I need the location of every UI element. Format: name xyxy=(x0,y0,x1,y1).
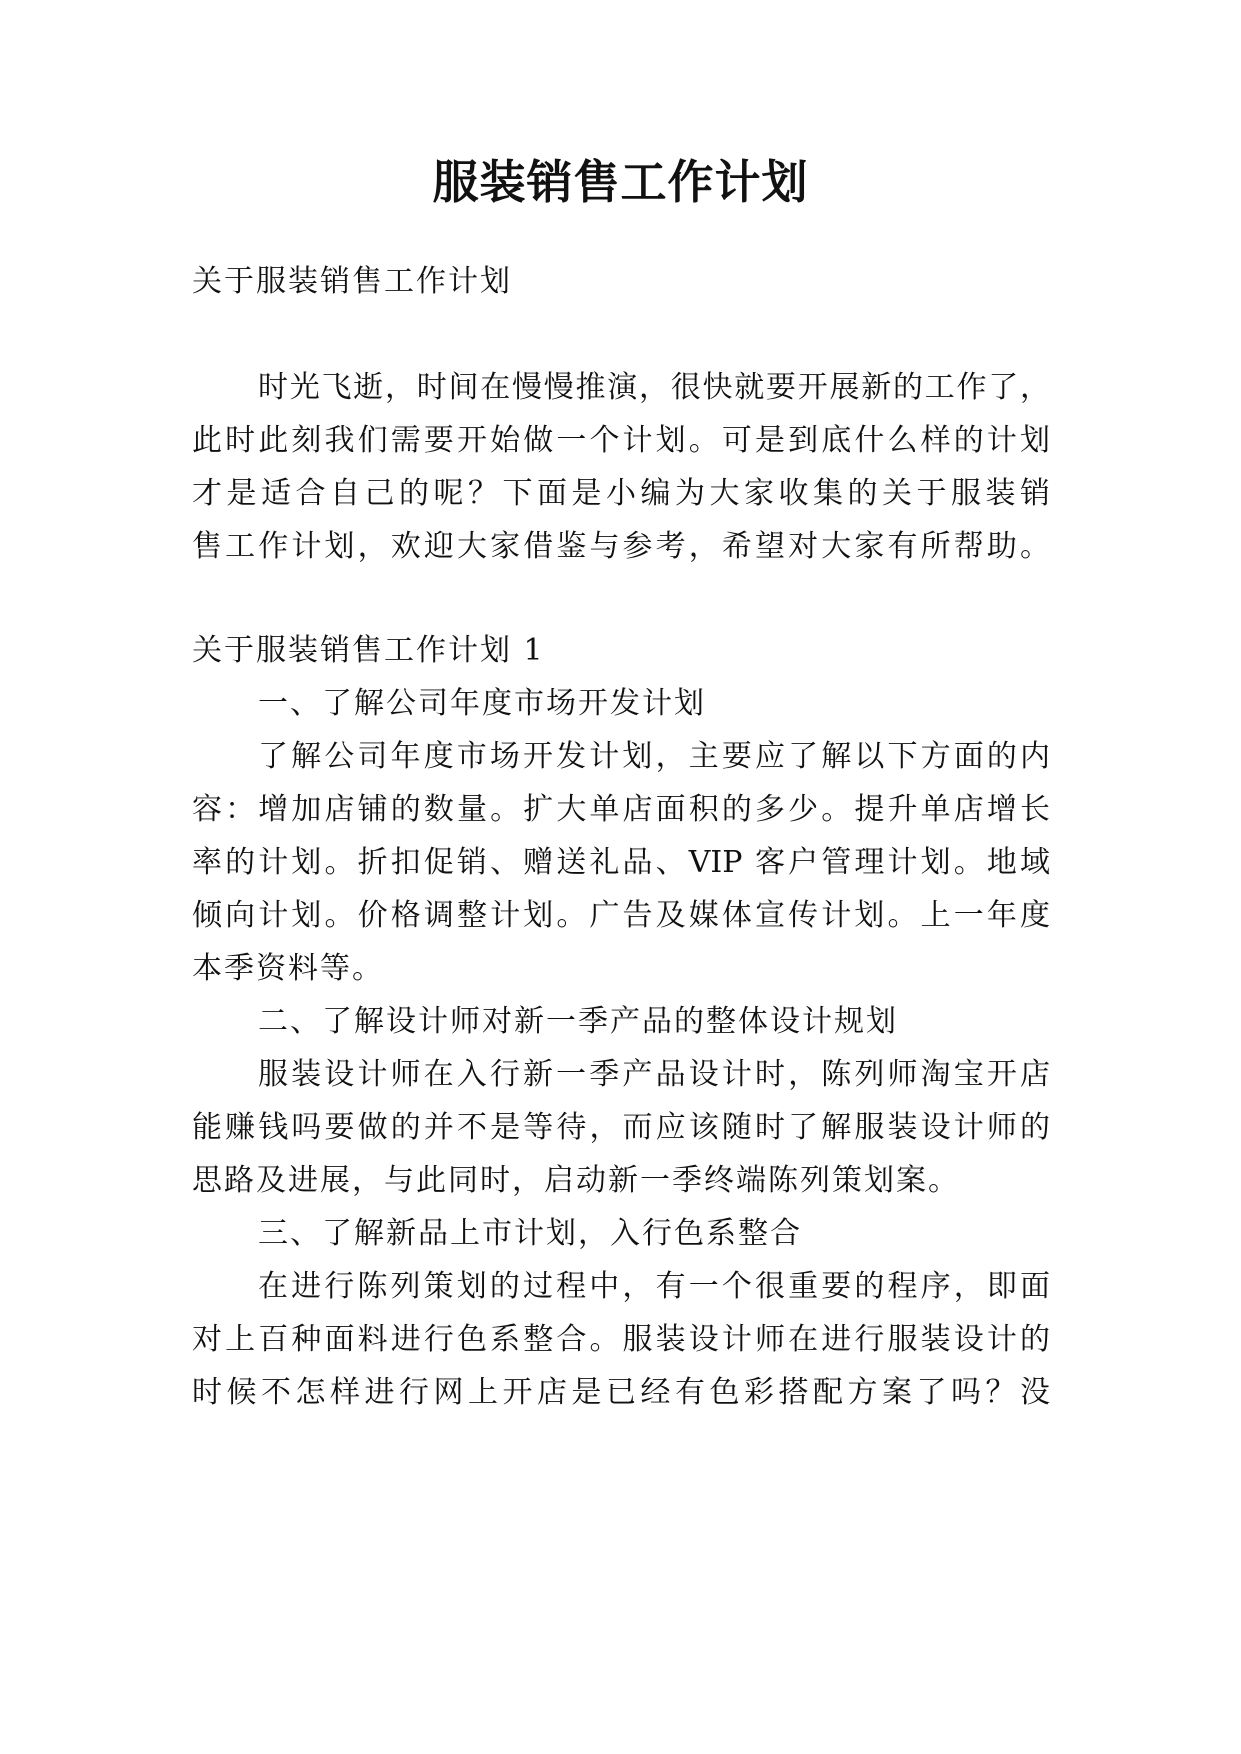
heading-3: 三、了解新品上市计划，入行色系整合 xyxy=(258,1216,802,1251)
document-title: 服装销售工作计划 xyxy=(432,155,809,209)
intro-line-2: 此时此刻我们需要开始做一个计划。可是到底什么样的计划 xyxy=(192,423,1050,458)
intro-line-3: 才是适合自己的呢？下面是小编为大家收集的关于服装销 xyxy=(192,476,1050,511)
intro-line-1: 时光飞逝，时间在慢慢推演，很快就要开展新的工作了， xyxy=(258,370,1050,405)
para-3-line-1: 在进行陈列策划的过程中，有一个很重要的程序，即面 xyxy=(258,1269,1050,1304)
section-title: 关于服装销售工作计划 1 xyxy=(192,633,545,668)
para-1-line-3: 率的计划。折扣促销、赠送礼品、VIP 客户管理计划。地域 xyxy=(192,845,1050,880)
para-3-line-3: 时候不怎样进行网上开店是已经有色彩搭配方案了吗？没 xyxy=(192,1375,1050,1410)
para-2-line-3: 思路及进展，与此同时，启动新一季终端陈列策划案。 xyxy=(192,1163,960,1198)
para-2-line-2: 能赚钱吗要做的并不是等待，而应该随时了解服装设计师的 xyxy=(192,1110,1050,1145)
heading-1: 一、了解公司年度市场开发计划 xyxy=(258,686,706,721)
para-1-line-5: 本季资料等。 xyxy=(192,951,384,986)
subtitle: 关于服装销售工作计划 xyxy=(192,264,512,299)
para-1-line-4: 倾向计划。价格调整计划。广告及媒体宣传计划。上一年度 xyxy=(192,898,1050,933)
heading-2: 二、了解设计师对新一季产品的整体设计规划 xyxy=(258,1004,898,1039)
para-2-line-1: 服装设计师在入行新一季产品设计时，陈列师淘宝开店 xyxy=(258,1057,1050,1092)
para-1-line-1: 了解公司年度市场开发计划，主要应了解以下方面的内 xyxy=(258,739,1050,774)
para-3-line-2: 对上百种面料进行色系整合。服装设计师在进行服装设计的 xyxy=(192,1322,1050,1357)
intro-line-4: 售工作计划，欢迎大家借鉴与参考，希望对大家有所帮助。 xyxy=(192,529,1050,564)
para-1-line-2: 容：增加店铺的数量。扩大单店面积的多少。提升单店增长 xyxy=(192,792,1050,827)
